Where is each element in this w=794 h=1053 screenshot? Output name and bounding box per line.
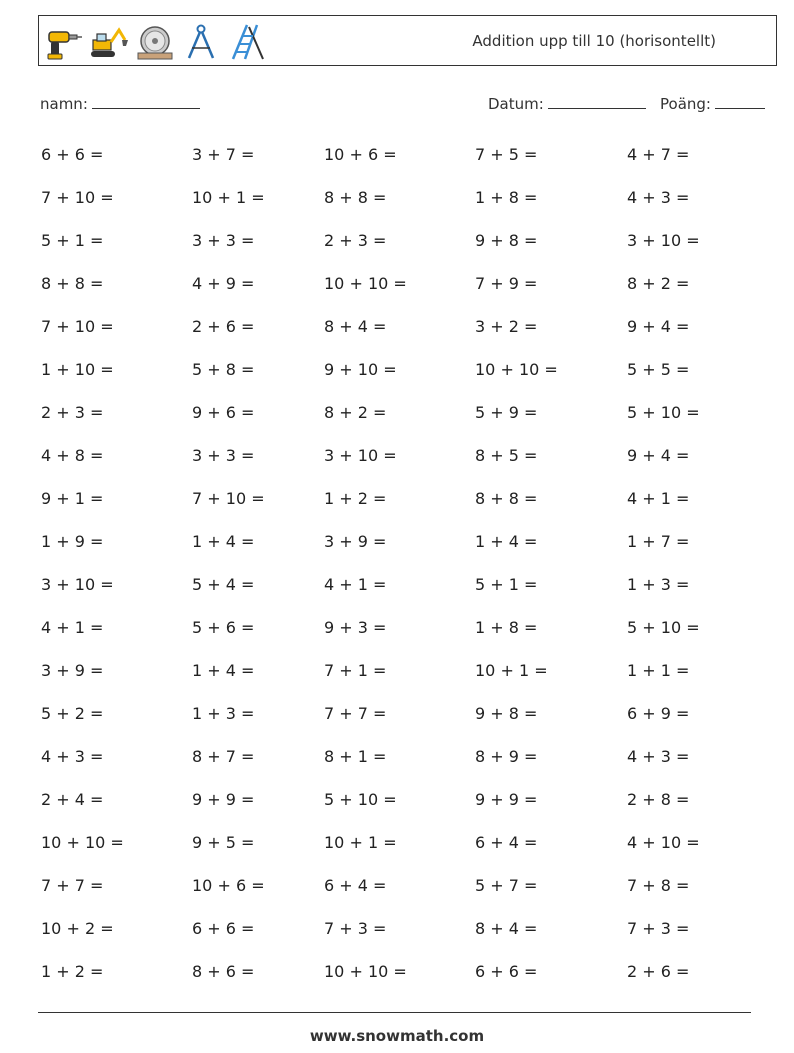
score-label: Poäng: <box>660 95 711 113</box>
date-label: Datum: <box>488 95 544 113</box>
problem-item: 4 + 1 = <box>627 489 690 508</box>
name-line[interactable] <box>92 92 200 109</box>
problem-item: 8 + 8 = <box>475 489 538 508</box>
problem-item: 2 + 6 = <box>627 962 690 981</box>
problem-item: 2 + 8 = <box>627 790 690 809</box>
problem-item: 4 + 3 = <box>627 188 690 207</box>
problem-item: 3 + 10 = <box>627 231 700 250</box>
problem-item: 8 + 1 = <box>324 747 387 766</box>
date-line[interactable] <box>548 92 646 109</box>
problem-item: 2 + 4 = <box>41 790 104 809</box>
problem-item: 3 + 10 = <box>41 575 114 594</box>
problem-item: 3 + 10 = <box>324 446 397 465</box>
drill-icon <box>43 22 83 62</box>
problem-item: 5 + 9 = <box>475 403 538 422</box>
problem-item: 5 + 10 = <box>627 618 700 637</box>
problem-item: 8 + 9 = <box>475 747 538 766</box>
problem-item: 4 + 3 = <box>41 747 104 766</box>
problem-item: 9 + 6 = <box>192 403 255 422</box>
footer-site: www.snowmath.com <box>309 1027 485 1045</box>
problem-item: 8 + 8 = <box>324 188 387 207</box>
worksheet-title: Addition upp till 10 (horisontellt) <box>472 32 716 50</box>
problem-item: 8 + 6 = <box>192 962 255 981</box>
problem-item: 7 + 7 = <box>41 876 104 895</box>
problem-item: 4 + 9 = <box>192 274 255 293</box>
problem-item: 9 + 4 = <box>627 446 690 465</box>
saw-blade-icon <box>135 22 175 62</box>
problem-item: 7 + 3 = <box>324 919 387 938</box>
problem-item: 10 + 1 = <box>324 833 397 852</box>
problem-item: 5 + 8 = <box>192 360 255 379</box>
problem-item: 9 + 10 = <box>324 360 397 379</box>
problem-item: 5 + 1 = <box>475 575 538 594</box>
problem-item: 6 + 4 = <box>324 876 387 895</box>
problem-item: 3 + 9 = <box>324 532 387 551</box>
problem-item: 9 + 8 = <box>475 704 538 723</box>
problem-item: 8 + 2 = <box>324 403 387 422</box>
problem-item: 9 + 9 = <box>192 790 255 809</box>
problem-item: 2 + 3 = <box>324 231 387 250</box>
problem-item: 4 + 1 = <box>324 575 387 594</box>
problem-item: 1 + 4 = <box>192 532 255 551</box>
header-icons <box>43 22 267 62</box>
excavator-icon <box>89 22 129 62</box>
problem-item: 7 + 1 = <box>324 661 387 680</box>
problem-item: 10 + 10 = <box>324 962 407 981</box>
problem-item: 3 + 3 = <box>192 231 255 250</box>
problem-item: 6 + 9 = <box>627 704 690 723</box>
problem-item: 10 + 10 = <box>324 274 407 293</box>
problem-item: 8 + 7 = <box>192 747 255 766</box>
problem-item: 7 + 8 = <box>627 876 690 895</box>
problem-item: 10 + 1 = <box>192 188 265 207</box>
problem-item: 9 + 8 = <box>475 231 538 250</box>
problem-item: 1 + 1 = <box>627 661 690 680</box>
problem-item: 1 + 8 = <box>475 618 538 637</box>
problem-item: 5 + 6 = <box>192 618 255 637</box>
problem-item: 6 + 6 = <box>475 962 538 981</box>
problem-item: 9 + 4 = <box>627 317 690 336</box>
problem-item: 1 + 3 = <box>627 575 690 594</box>
footer-divider <box>38 1012 751 1013</box>
problem-item: 5 + 7 = <box>475 876 538 895</box>
problem-item: 5 + 10 = <box>627 403 700 422</box>
problem-item: 8 + 5 = <box>475 446 538 465</box>
problem-item: 3 + 3 = <box>192 446 255 465</box>
problem-item: 5 + 2 = <box>41 704 104 723</box>
problem-item: 5 + 10 = <box>324 790 397 809</box>
problem-item: 10 + 6 = <box>324 145 397 164</box>
problem-item: 6 + 6 = <box>192 919 255 938</box>
problem-item: 10 + 1 = <box>475 661 548 680</box>
problem-item: 4 + 8 = <box>41 446 104 465</box>
problem-item: 6 + 4 = <box>475 833 538 852</box>
problem-item: 8 + 8 = <box>41 274 104 293</box>
problem-item: 7 + 5 = <box>475 145 538 164</box>
problem-item: 5 + 4 = <box>192 575 255 594</box>
problem-item: 7 + 9 = <box>475 274 538 293</box>
problem-item: 1 + 7 = <box>627 532 690 551</box>
score-line[interactable] <box>715 92 765 109</box>
problem-item: 1 + 2 = <box>324 489 387 508</box>
problem-item: 4 + 1 = <box>41 618 104 637</box>
problem-item: 7 + 7 = <box>324 704 387 723</box>
problem-item: 1 + 9 = <box>41 532 104 551</box>
problem-item: 5 + 5 = <box>627 360 690 379</box>
problem-item: 4 + 10 = <box>627 833 700 852</box>
problem-item: 3 + 9 = <box>41 661 104 680</box>
problem-item: 4 + 7 = <box>627 145 690 164</box>
problem-item: 10 + 2 = <box>41 919 114 938</box>
problem-item: 9 + 1 = <box>41 489 104 508</box>
problem-item: 1 + 4 = <box>475 532 538 551</box>
problem-item: 8 + 2 = <box>627 274 690 293</box>
problem-item: 8 + 4 = <box>324 317 387 336</box>
name-field <box>40 92 200 115</box>
name-label: namn: <box>40 95 88 113</box>
problem-item: 1 + 8 = <box>475 188 538 207</box>
compass-icon <box>181 22 221 62</box>
problem-item: 1 + 2 = <box>41 962 104 981</box>
problem-item: 10 + 10 = <box>475 360 558 379</box>
problem-item: 9 + 3 = <box>324 618 387 637</box>
problem-item: 3 + 7 = <box>192 145 255 164</box>
problem-item: 9 + 9 = <box>475 790 538 809</box>
problem-item: 1 + 4 = <box>192 661 255 680</box>
date-field <box>488 92 646 115</box>
problem-item: 9 + 5 = <box>192 833 255 852</box>
problem-item: 7 + 3 = <box>627 919 690 938</box>
score-field <box>660 92 765 115</box>
ladder-icon <box>227 22 267 62</box>
problem-item: 7 + 10 = <box>41 188 114 207</box>
worksheet-header <box>38 15 777 66</box>
problem-item: 6 + 6 = <box>41 145 104 164</box>
problem-item: 7 + 10 = <box>192 489 265 508</box>
problem-item: 10 + 6 = <box>192 876 265 895</box>
problem-item: 1 + 10 = <box>41 360 114 379</box>
problem-item: 10 + 10 = <box>41 833 124 852</box>
problem-item: 1 + 3 = <box>192 704 255 723</box>
problem-item: 3 + 2 = <box>475 317 538 336</box>
problem-item: 8 + 4 = <box>475 919 538 938</box>
problem-item: 7 + 10 = <box>41 317 114 336</box>
problem-item: 4 + 3 = <box>627 747 690 766</box>
problem-item: 2 + 3 = <box>41 403 104 422</box>
problem-item: 5 + 1 = <box>41 231 104 250</box>
problem-item: 2 + 6 = <box>192 317 255 336</box>
